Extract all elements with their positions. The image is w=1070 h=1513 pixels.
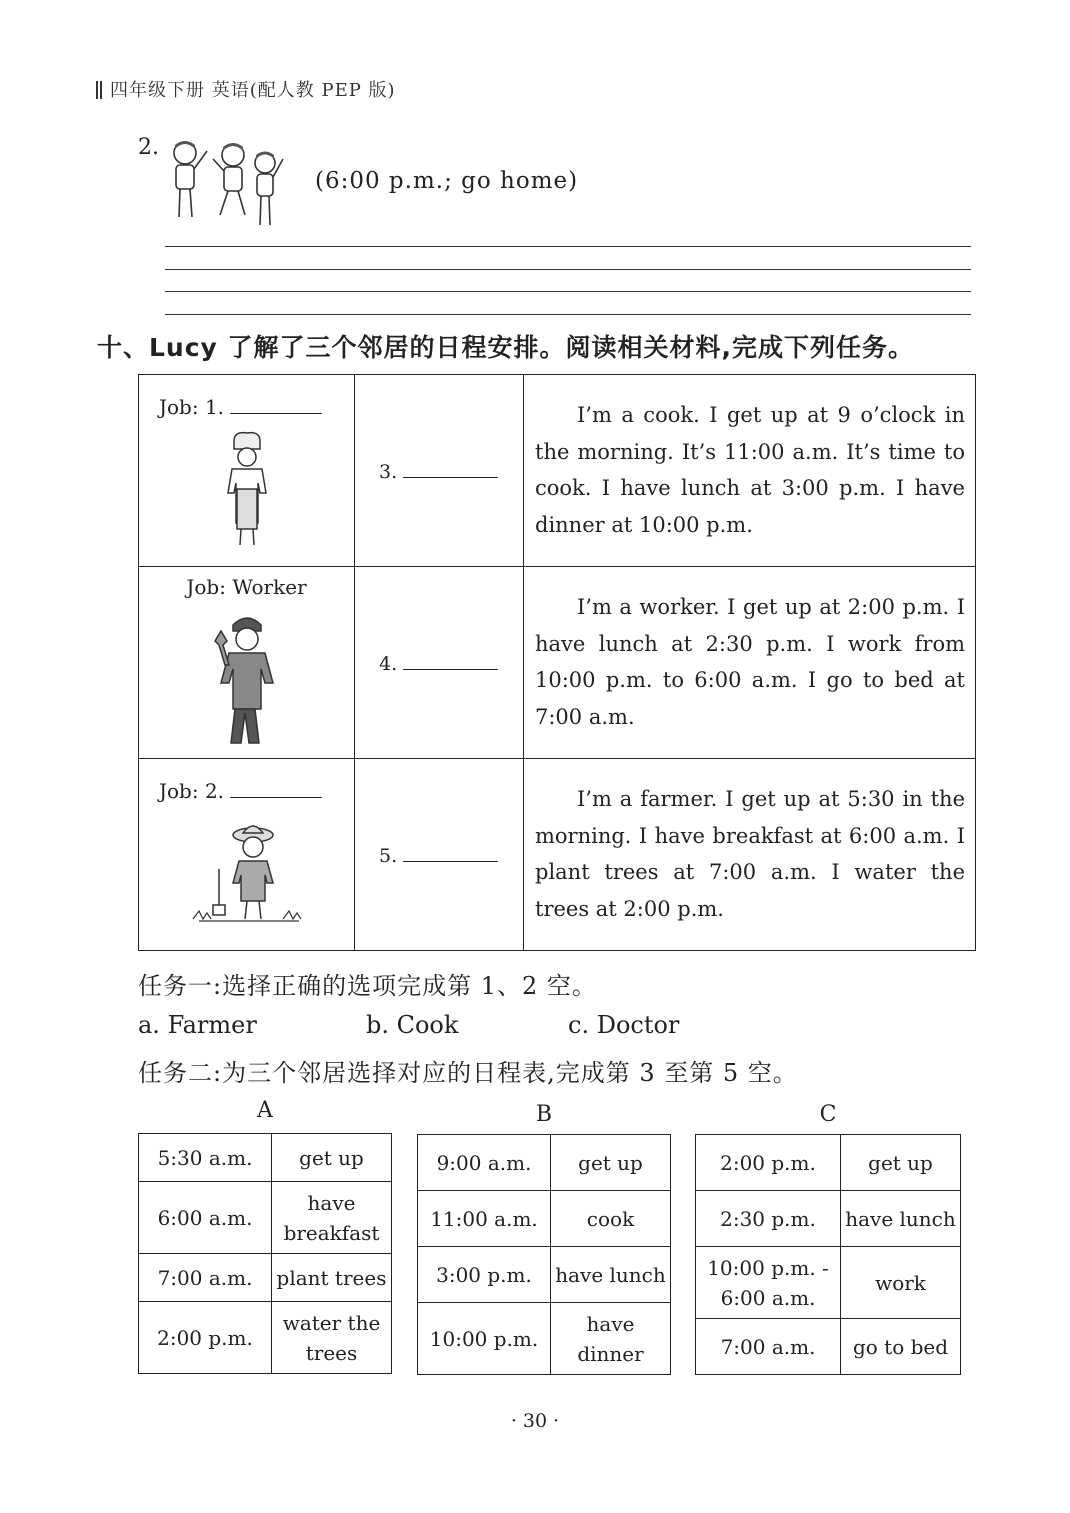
job-label-text: Job: 1. (159, 395, 225, 419)
schedule-blank-cell (355, 759, 524, 951)
neighbor-text-cell (524, 567, 976, 759)
schedule-time: 7:00 a.m. (696, 1319, 841, 1375)
schedule-time: 2:00 p.m. (139, 1302, 272, 1374)
task-2-title: 任务二:为三个邻居选择对应的日程表,完成第 3 至第 5 空。 (138, 1059, 798, 1087)
table-row (696, 1191, 961, 1247)
schedule-activity: have lunch (551, 1247, 671, 1303)
table-row (139, 759, 976, 951)
schedule-time: 6:00 a.m. (139, 1182, 272, 1254)
section-title: 十、Lucy 了解了三个邻居的日程安排。阅读相关材料,完成下列任务。 (97, 333, 915, 362)
job-2-blank[interactable] (230, 781, 322, 798)
blank-5-line[interactable] (403, 845, 498, 862)
blank-3-line[interactable] (403, 461, 498, 478)
schedule-activity: have dinner (551, 1303, 671, 1375)
job-label-3 (159, 779, 322, 803)
page-header (96, 76, 396, 102)
schedule-a-table (138, 1133, 392, 1374)
option-c: c. Doctor (568, 1011, 680, 1039)
neighbor-text-cell (524, 375, 976, 567)
schedule-time: 10:00 p.m. (418, 1303, 551, 1375)
table-row (418, 1135, 671, 1191)
neighbor-2-text: I’m a worker. I get up at 2:00 p.m. I have lunch at 2:30 p.m. I work from 10:00 p.m. to 6:00 a.m. I go to bed at 7:00 a.m. (535, 595, 965, 729)
schedule-b-table (417, 1134, 671, 1375)
worker-illustration (207, 611, 287, 747)
job-label-text: Job: 2. (159, 779, 225, 803)
table-row (139, 1302, 392, 1374)
schedule-activity: get up (841, 1135, 961, 1191)
schedule-a-label: A (257, 1098, 273, 1123)
blank-4-label: 4. (379, 653, 398, 675)
schedule-time: 5:30 a.m. (139, 1134, 272, 1182)
question-2-number: 2. (138, 135, 159, 160)
table-row (139, 1254, 392, 1302)
schedule-activity: go to bed (841, 1319, 961, 1375)
schedule-activity: cook (551, 1191, 671, 1247)
question-2-hint: (6:00 p.m.; go home) (315, 168, 579, 194)
schedule-activity: work (841, 1247, 961, 1319)
answer-line[interactable] (165, 246, 971, 247)
option-b: b. Cook (366, 1011, 459, 1039)
schedule-activity: have lunch (841, 1191, 961, 1247)
table-row (418, 1303, 671, 1375)
answer-line[interactable] (165, 269, 971, 270)
schedule-activity: plant trees (272, 1254, 392, 1302)
job-cell (139, 759, 355, 951)
blank-5-label: 5. (379, 845, 398, 867)
table-row (418, 1191, 671, 1247)
table-row (139, 1182, 392, 1254)
schedule-activity: have breakfast (272, 1182, 392, 1254)
neighbors-table (138, 374, 976, 951)
schedule-blank-cell (355, 567, 524, 759)
schedule-time: 2:30 p.m. (696, 1191, 841, 1247)
schedule-c-table (695, 1134, 961, 1375)
schedule-time: 11:00 a.m. (418, 1191, 551, 1247)
blank-3-label: 3. (379, 461, 398, 483)
schedule-time: 2:00 p.m. (696, 1135, 841, 1191)
job-label-2: Job: Worker (186, 575, 307, 599)
table-row (696, 1319, 961, 1375)
job-cell (139, 567, 355, 759)
schedule-activity: water the trees (272, 1302, 392, 1374)
header-text: 四年级下册 英语(配人教 PEP 版) (110, 80, 396, 101)
schedule-activity: get up (272, 1134, 392, 1182)
schedule-b-label: B (535, 1102, 553, 1127)
schedule-c-label: C (819, 1102, 837, 1127)
option-a: a. Farmer (138, 1011, 257, 1039)
cook-illustration (222, 431, 272, 549)
table-row (139, 567, 976, 759)
answer-line[interactable] (165, 291, 971, 292)
blank-5 (379, 845, 498, 867)
schedule-blank-cell (355, 375, 524, 567)
neighbor-text-cell (524, 759, 976, 951)
schedule-time: 7:00 a.m. (139, 1254, 272, 1302)
table-row (696, 1135, 961, 1191)
schedule-time: 3:00 p.m. (418, 1247, 551, 1303)
schedule-time: 10:00 p.m. - 6:00 a.m. (696, 1247, 841, 1319)
schedule-activity: get up (551, 1135, 671, 1191)
table-row (696, 1247, 961, 1319)
farmer-illustration (189, 821, 305, 925)
answer-line[interactable] (165, 314, 971, 315)
neighbor-3-text: I’m a farmer. I get up at 5:30 in the morning. I have breakfast at 6:00 a.m. I plant trees at 7:00 a.m. I water the trees at 2:00 p.m. (535, 787, 965, 921)
children-illustration (165, 133, 287, 231)
job-cell (139, 375, 355, 567)
table-row (418, 1247, 671, 1303)
task-1-title: 任务一:选择正确的选项完成第 1、2 空。 (138, 972, 597, 1000)
table-row (139, 375, 976, 567)
blank-4 (379, 653, 498, 675)
page-number: · 30 · (510, 1410, 560, 1432)
neighbor-1-text: I’m a cook. I get up at 9 o’clock in the morning. It’s 11:00 a.m. It’s time to cook. I have lunch at 3:00 p.m. I have dinner at 10:00 p.m. (535, 403, 965, 537)
table-row (139, 1134, 392, 1182)
blank-4-line[interactable] (403, 653, 498, 670)
schedule-time: 9:00 a.m. (418, 1135, 551, 1191)
blank-3 (379, 461, 498, 483)
job-1-blank[interactable] (230, 397, 322, 414)
job-label-1 (159, 395, 322, 419)
